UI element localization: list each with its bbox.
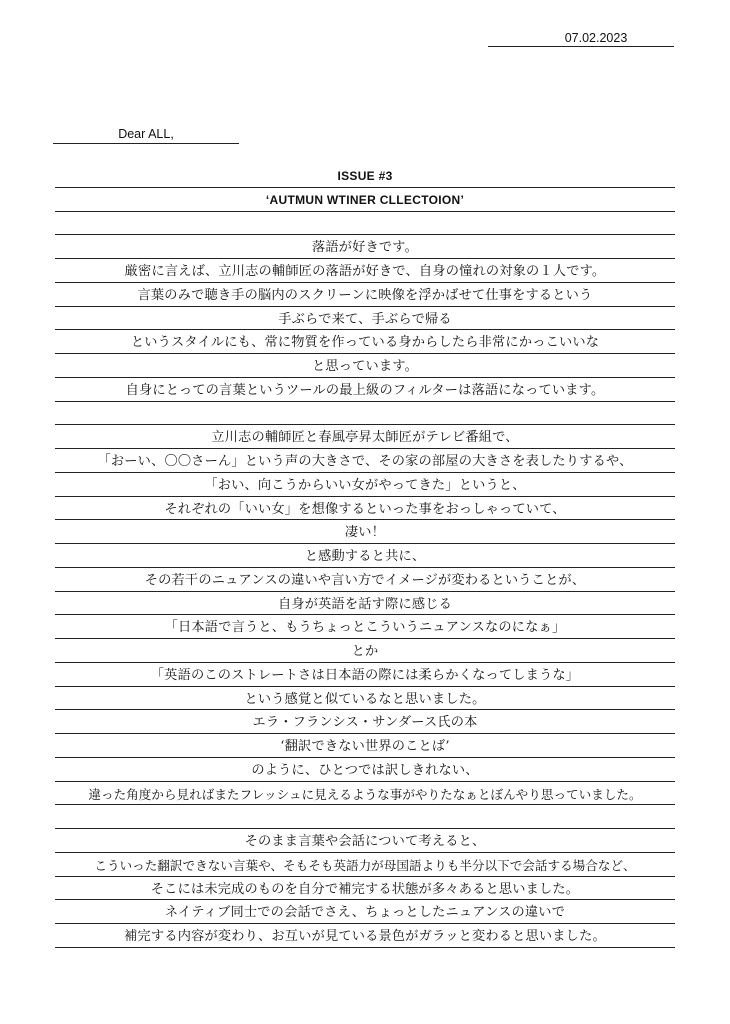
letter-body — [55, 164, 675, 948]
body-line: 「おい、向こうからいい女がやってきた」というと、 — [55, 473, 675, 497]
body-line: 違った角度から見ればまたフレッシュに見えるような事がやりたなぁとぼんやり思っていました。 — [55, 782, 675, 806]
blank-line — [55, 402, 675, 426]
body-line: 手ぶらで来て、手ぶらで帰る — [55, 307, 675, 331]
body-line: 凄い！ — [55, 520, 675, 544]
body-line: 言葉のみで聴き手の脳内のスクリーンに映像を浮かばせて仕事をするという — [55, 283, 675, 307]
body-line: と思っています。 — [55, 354, 675, 378]
body-line: そのまま言葉や会話について考えると、 — [55, 829, 675, 853]
letter-date: 07.02.2023 — [488, 30, 674, 47]
blank-line — [55, 212, 675, 236]
body-line: 自身が英語を話す際に感じる — [55, 592, 675, 616]
body-line: その若干のニュアンスの違いや言い方でイメージが変わるということが、 — [55, 568, 675, 592]
body-line: ‘翻訳できない世界のことば’ — [55, 734, 675, 758]
body-line: 立川志の輔師匠と春風亭昇太師匠がテレビ番組で、 — [55, 425, 675, 449]
greeting: Dear ALL, — [53, 126, 239, 144]
body-line: こういった翻訳できない言葉や、そもそも英語力が母国語よりも半分以下で会話する場合など、 — [55, 853, 675, 877]
body-line: そこには未完成のものを自分で補完する状態が多々あると思いました。 — [55, 877, 675, 901]
collection-title: ‘AUTMUN WTINER CLLECTOION’ — [55, 188, 675, 212]
issue-heading: ISSUE #3 — [55, 164, 675, 188]
body-line: 「日本語で言うと、もうちょっとこういうニュアンスなのになぁ」 — [55, 615, 675, 639]
body-line: 補完する内容が変わり、お互いが見ている景色がガラッと変わると思いました。 — [55, 924, 675, 948]
body-line: というスタイルにも、常に物質を作っている身からしたら非常にかっこいいな — [55, 330, 675, 354]
body-line: 落語が好きです。 — [55, 235, 675, 259]
blank-line — [55, 805, 675, 829]
body-line: エラ・フランシス・サンダース氏の本 — [55, 710, 675, 734]
body-line: と感動すると共に、 — [55, 544, 675, 568]
body-line: とか — [55, 639, 675, 663]
body-lines — [55, 212, 675, 948]
body-line: ネイティブ同士での会話でさえ、ちょっとしたニュアンスの違いで — [55, 900, 675, 924]
body-line: それぞれの「いい女」を想像するといった事をおっしゃっていて、 — [55, 497, 675, 521]
body-line: 「おーい、〇〇さーん」という声の大きさで、その家の部屋の大きさを表したりするや、 — [55, 449, 675, 473]
body-line: という感覚と似ているなと思いました。 — [55, 687, 675, 711]
body-line: のように、ひとつでは訳しきれない、 — [55, 758, 675, 782]
body-line: 「英語のこのストレートさは日本語の際には柔らかくなってしまうな」 — [55, 663, 675, 687]
body-line: 厳密に言えば、立川志の輔師匠の落語が好きで、自身の憧れの対象の１人です。 — [55, 259, 675, 283]
body-line: 自身にとっての言葉というツールの最上級のフィルターは落語になっています。 — [55, 378, 675, 402]
